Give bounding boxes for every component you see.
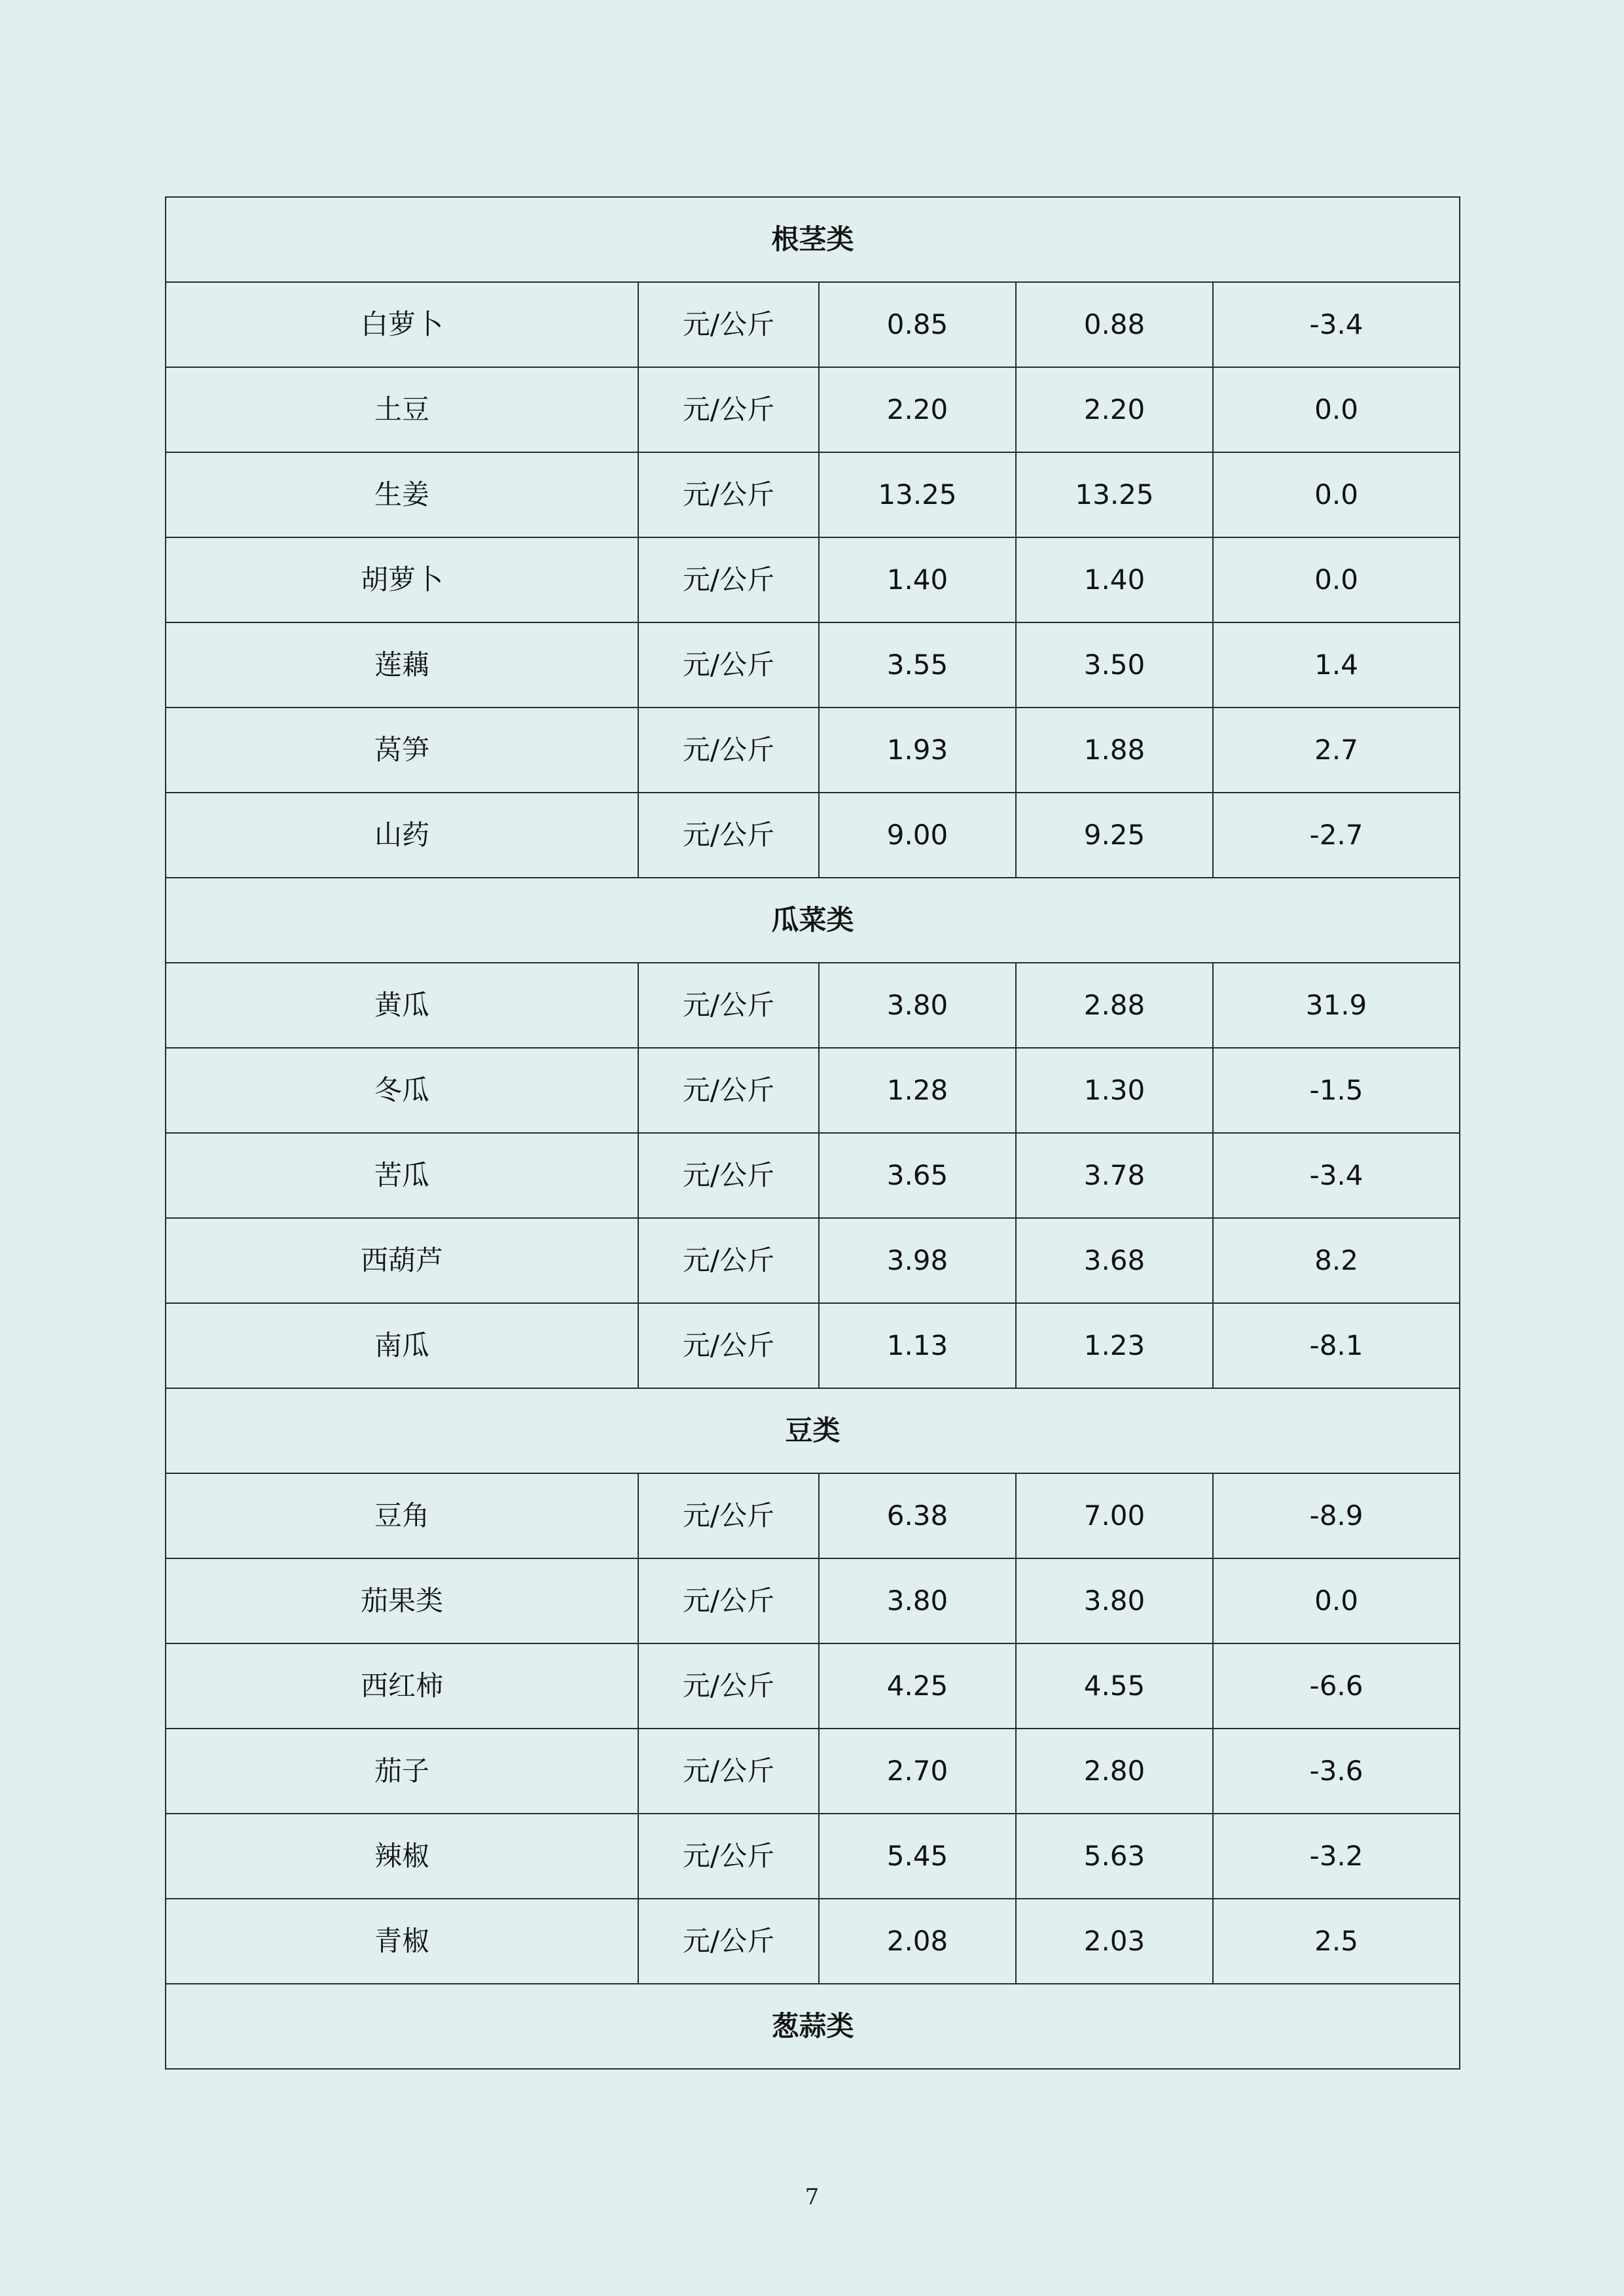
previous-price-cell: 4.55	[1016, 1643, 1213, 1729]
change-percent-cell: 1.4	[1213, 622, 1460, 708]
unit-cell: 元/公斤	[638, 793, 819, 878]
price-table-body	[166, 197, 1460, 2069]
item-name-cell: 莲藕	[166, 622, 638, 708]
current-price-cell: 3.55	[819, 622, 1016, 708]
item-name-cell: 西葫芦	[166, 1218, 638, 1303]
previous-price-cell: 3.78	[1016, 1133, 1213, 1218]
previous-price-cell: 13.25	[1016, 452, 1213, 537]
unit-cell: 元/公斤	[638, 1303, 819, 1388]
item-name-cell: 青椒	[166, 1899, 638, 1984]
unit-cell: 元/公斤	[638, 1729, 819, 1814]
previous-price-cell: 7.00	[1016, 1473, 1213, 1558]
current-price-cell: 3.80	[819, 1558, 1016, 1643]
unit-cell: 元/公斤	[638, 1133, 819, 1218]
table-row	[166, 367, 1460, 452]
table-row	[166, 1473, 1460, 1558]
change-percent-cell: -3.2	[1213, 1814, 1460, 1899]
previous-price-cell: 9.25	[1016, 793, 1213, 878]
previous-price-cell: 5.63	[1016, 1814, 1213, 1899]
current-price-cell: 1.28	[819, 1048, 1016, 1133]
previous-price-cell: 3.68	[1016, 1218, 1213, 1303]
change-percent-cell: -8.1	[1213, 1303, 1460, 1388]
current-price-cell: 3.80	[819, 963, 1016, 1048]
item-name-cell: 生姜	[166, 452, 638, 537]
previous-price-cell: 2.20	[1016, 367, 1213, 452]
item-name-cell: 黄瓜	[166, 963, 638, 1048]
unit-cell: 元/公斤	[638, 537, 819, 622]
current-price-cell: 1.13	[819, 1303, 1016, 1388]
unit-cell: 元/公斤	[638, 1218, 819, 1303]
item-name-cell: 豆角	[166, 1473, 638, 1558]
change-percent-cell: 31.9	[1213, 963, 1460, 1048]
current-price-cell: 5.45	[819, 1814, 1016, 1899]
previous-price-cell: 2.80	[1016, 1729, 1213, 1814]
item-name-cell: 土豆	[166, 367, 638, 452]
unit-cell: 元/公斤	[638, 1643, 819, 1729]
current-price-cell: 3.65	[819, 1133, 1016, 1218]
change-percent-cell: -1.5	[1213, 1048, 1460, 1133]
category-row	[166, 1984, 1460, 2069]
page-number: 7	[804, 2184, 820, 2210]
item-name-cell: 辣椒	[166, 1814, 638, 1899]
change-percent-cell: -6.6	[1213, 1643, 1460, 1729]
current-price-cell: 13.25	[819, 452, 1016, 537]
change-percent-cell: -8.9	[1213, 1473, 1460, 1558]
current-price-cell: 6.38	[819, 1473, 1016, 1558]
item-name-cell: 白萝卜	[166, 282, 638, 367]
category-label: 葱蒜类	[166, 1984, 1460, 2069]
table-row	[166, 1048, 1460, 1133]
item-name-cell: 南瓜	[166, 1303, 638, 1388]
table-row	[166, 1814, 1460, 1899]
change-percent-cell: -3.6	[1213, 1729, 1460, 1814]
table-row	[166, 1558, 1460, 1643]
current-price-cell: 4.25	[819, 1643, 1016, 1729]
change-percent-cell: 2.7	[1213, 708, 1460, 793]
category-label: 根茎类	[166, 197, 1460, 282]
category-row	[166, 878, 1460, 963]
table-row	[166, 452, 1460, 537]
table-row	[166, 793, 1460, 878]
change-percent-cell: -3.4	[1213, 1133, 1460, 1218]
table-row	[166, 1133, 1460, 1218]
previous-price-cell: 1.23	[1016, 1303, 1213, 1388]
current-price-cell: 9.00	[819, 793, 1016, 878]
table-row	[166, 1729, 1460, 1814]
current-price-cell: 1.93	[819, 708, 1016, 793]
table-row	[166, 708, 1460, 793]
unit-cell: 元/公斤	[638, 367, 819, 452]
change-percent-cell: 2.5	[1213, 1899, 1460, 1984]
item-name-cell: 西红柿	[166, 1643, 638, 1729]
unit-cell: 元/公斤	[638, 282, 819, 367]
current-price-cell: 2.08	[819, 1899, 1016, 1984]
change-percent-cell: 0.0	[1213, 367, 1460, 452]
unit-cell: 元/公斤	[638, 1558, 819, 1643]
table-row	[166, 537, 1460, 622]
item-name-cell: 茄果类	[166, 1558, 638, 1643]
item-name-cell: 冬瓜	[166, 1048, 638, 1133]
current-price-cell: 3.98	[819, 1218, 1016, 1303]
unit-cell: 元/公斤	[638, 1473, 819, 1558]
table-row	[166, 1218, 1460, 1303]
price-table	[165, 196, 1460, 2070]
current-price-cell: 1.40	[819, 537, 1016, 622]
unit-cell: 元/公斤	[638, 1899, 819, 1984]
change-percent-cell: 0.0	[1213, 537, 1460, 622]
previous-price-cell: 0.88	[1016, 282, 1213, 367]
change-percent-cell: 0.0	[1213, 1558, 1460, 1643]
table-row	[166, 963, 1460, 1048]
current-price-cell: 0.85	[819, 282, 1016, 367]
current-price-cell: 2.20	[819, 367, 1016, 452]
unit-cell: 元/公斤	[638, 1048, 819, 1133]
category-row	[166, 1388, 1460, 1473]
previous-price-cell: 1.40	[1016, 537, 1213, 622]
item-name-cell: 莴笋	[166, 708, 638, 793]
current-price-cell: 2.70	[819, 1729, 1016, 1814]
previous-price-cell: 3.50	[1016, 622, 1213, 708]
table-row	[166, 1643, 1460, 1729]
change-percent-cell: -3.4	[1213, 282, 1460, 367]
previous-price-cell: 2.88	[1016, 963, 1213, 1048]
item-name-cell: 山药	[166, 793, 638, 878]
unit-cell: 元/公斤	[638, 622, 819, 708]
previous-price-cell: 1.30	[1016, 1048, 1213, 1133]
unit-cell: 元/公斤	[638, 963, 819, 1048]
category-label: 瓜菜类	[166, 878, 1460, 963]
change-percent-cell: 0.0	[1213, 452, 1460, 537]
category-row	[166, 197, 1460, 282]
item-name-cell: 茄子	[166, 1729, 638, 1814]
item-name-cell: 苦瓜	[166, 1133, 638, 1218]
table-row	[166, 1899, 1460, 1984]
previous-price-cell: 1.88	[1016, 708, 1213, 793]
table-row	[166, 622, 1460, 708]
unit-cell: 元/公斤	[638, 452, 819, 537]
previous-price-cell: 3.80	[1016, 1558, 1213, 1643]
change-percent-cell: -2.7	[1213, 793, 1460, 878]
unit-cell: 元/公斤	[638, 1814, 819, 1899]
table-row	[166, 1303, 1460, 1388]
previous-price-cell: 2.03	[1016, 1899, 1213, 1984]
unit-cell: 元/公斤	[638, 708, 819, 793]
item-name-cell: 胡萝卜	[166, 537, 638, 622]
change-percent-cell: 8.2	[1213, 1218, 1460, 1303]
category-label: 豆类	[166, 1388, 1460, 1473]
table-row	[166, 282, 1460, 367]
